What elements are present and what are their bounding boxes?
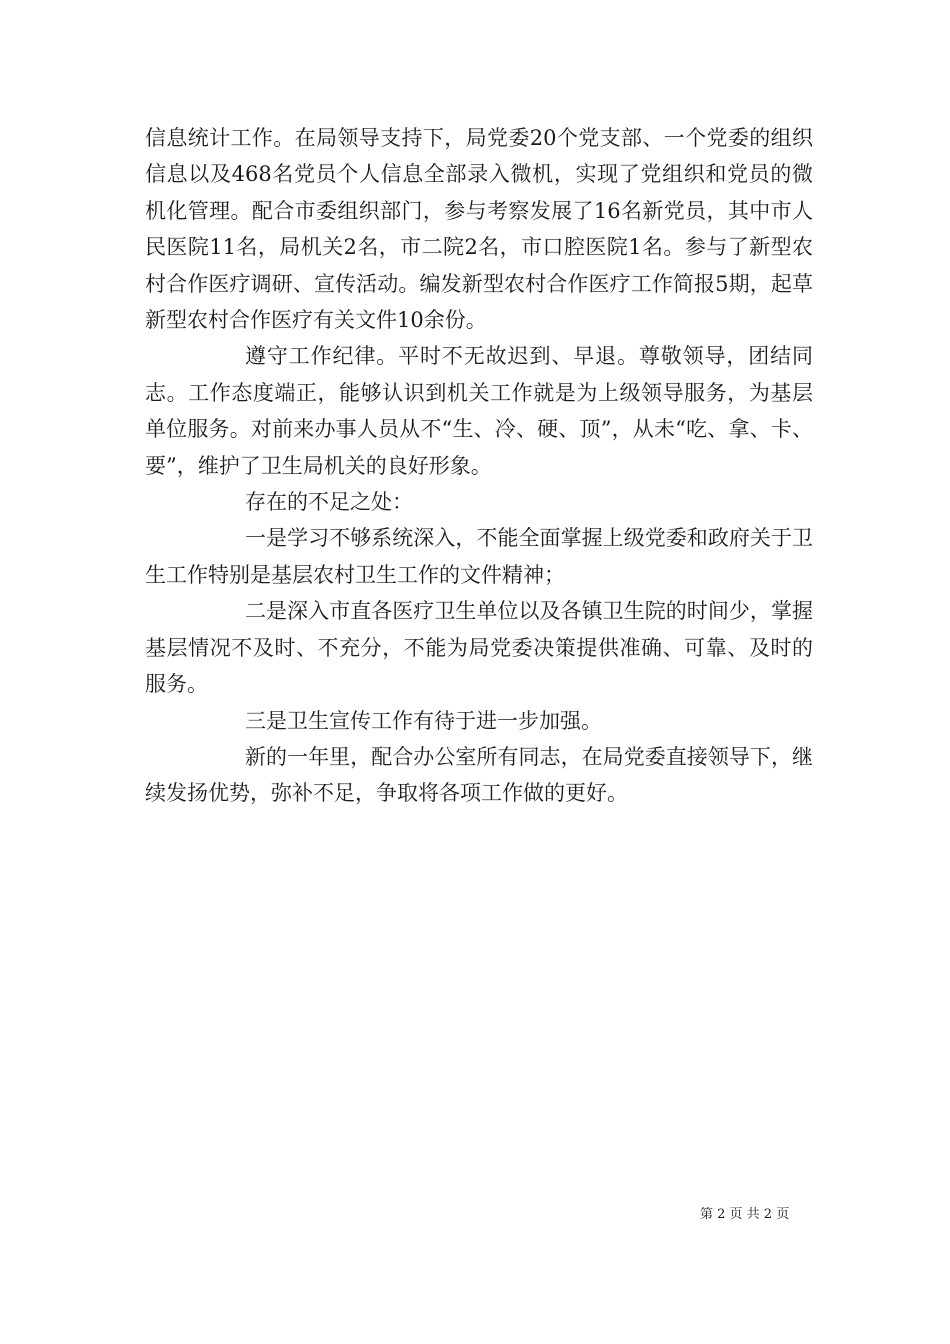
paragraph-party-info-stats: 信息统计工作。在局领导支持下，局党委20个党支部、一个党委的组织信息以及468名党员个人信息全部录入微机，实现了党组织和党员的微机化管理。配合市委组织部门，参与考察发展了16名新党员，其中市人民医院11名，局机关2名，市二院2名，市口腔医院1名。参与了新型农村合作医疗调研、宣传活动。编发新型农村合作医疗工作简报5期，起草新型农村合作医疗有关文件10余份。 <box>145 126 813 333</box>
paragraph-shortcoming-three: 三是卫生宣传工作有待于进一步加强。 <box>245 708 602 733</box>
paragraph-shortcomings-heading: 存在的不足之处： <box>245 490 413 515</box>
paragraph-new-year-outlook: 新的一年里，配合办公室所有同志，在局党委直接领导下，继续发扬优势，弥补不足，争取将各项工作做的更好。 <box>145 744 813 806</box>
paragraph-shortcoming-two: 二是深入市直各医疗卫生单位以及各镇卫生院的时间少，掌握基层情况不及时、不充分，不能为局党委决策提供准确、可靠、及时的服务。 <box>145 599 813 697</box>
document-body <box>145 120 813 812</box>
page-number-footer: 第 2 页 共 2 页 <box>700 1207 790 1222</box>
paragraph-work-discipline: 遵守工作纪律。平时不无故迟到、早退。尊敬领导，团结同志。工作态度端正，能够认识到机关工作就是为上级领导服务，为基层单位服务。对前来办事人员从不“生、冷、硬、顶”，从未“吃、拿、卡、要”，维护了卫生局机关的良好形象。 <box>145 344 813 478</box>
paragraph-shortcoming-one: 一是学习不够系统深入，不能全面掌握上级党委和政府关于卫生工作特别是基层农村卫生工作的文件精神； <box>145 526 813 587</box>
